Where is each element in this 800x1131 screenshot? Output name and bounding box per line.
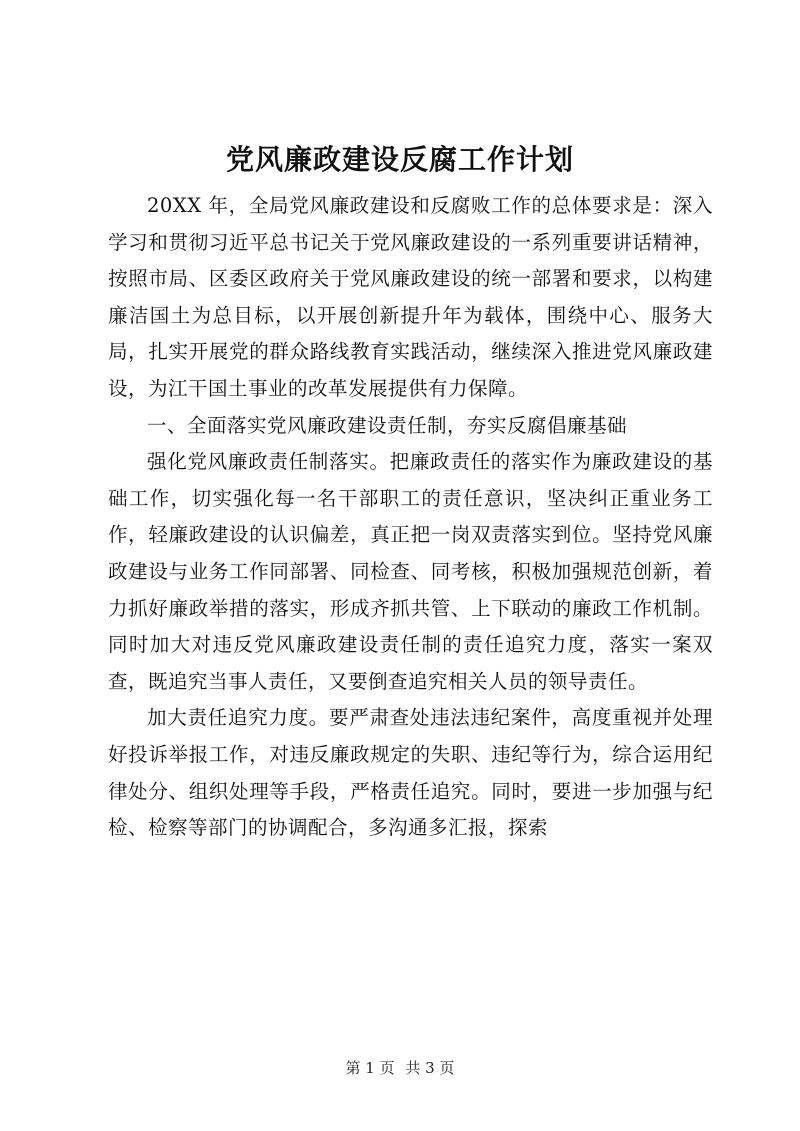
document-body (108, 188, 713, 847)
page-number: 第 1 页 (345, 1059, 395, 1077)
paragraph-responsibility: 强化党风廉政责任制落实。把廉政责任的落实作为廉政建设的基础工作，切实强化每一名干部职工的责任意识，坚决纠正重业务工作，轻廉政建设的认识偏差，真正把一岗双责落实到位。坚持党风廉政建设与业务工作同部署、同检查、同考核，积极加强规范创新，着力抓好廉政举措的落实，形成齐抓共管、上下联动的廉政工作机制。同时加大对违反党风廉政建设责任制的责任追究力度，落实一案双查，既追究当事人责任，又要倒查追究相关人员的领导责任。 (108, 450, 713, 693)
page-total: 共 3 页 (405, 1059, 455, 1077)
section-heading-1: 一、全面落实党风廉政建设责任制，夯实反腐倡廉基础 (147, 413, 628, 437)
paragraph-accountability: 加大责任追究力度。要严肃查处违法违纪案件，高度重视并处理好投诉举报工作，对违反廉政规定的失职、违纪等行为，综合运用纪律处分、组织处理等手段，严格责任追究。同时，要进一步加强与纪检、检察等部门的协调配合，多沟通多汇报，探索 (108, 706, 713, 840)
page-footer (0, 1058, 800, 1078)
paragraph-intro: 20XX 年，全局党风廉政建设和反腐败工作的总体要求是：深入学习和贯彻习近平总书记关于党风廉政建设的一系列重要讲话精神，按照市局、区委区政府关于党风廉政建设的统一部署和要求，以构建廉洁国土为总目标，以开展创新提升年为载体，围绕中心、服务大局，扎实开展党的群众路线教育实践活动，继续深入推进党风廉政建设，为江干国土事业的改革发展提供有力保障。 (108, 194, 713, 400)
document-title: 党风廉政建设反腐工作计划 (225, 143, 574, 176)
